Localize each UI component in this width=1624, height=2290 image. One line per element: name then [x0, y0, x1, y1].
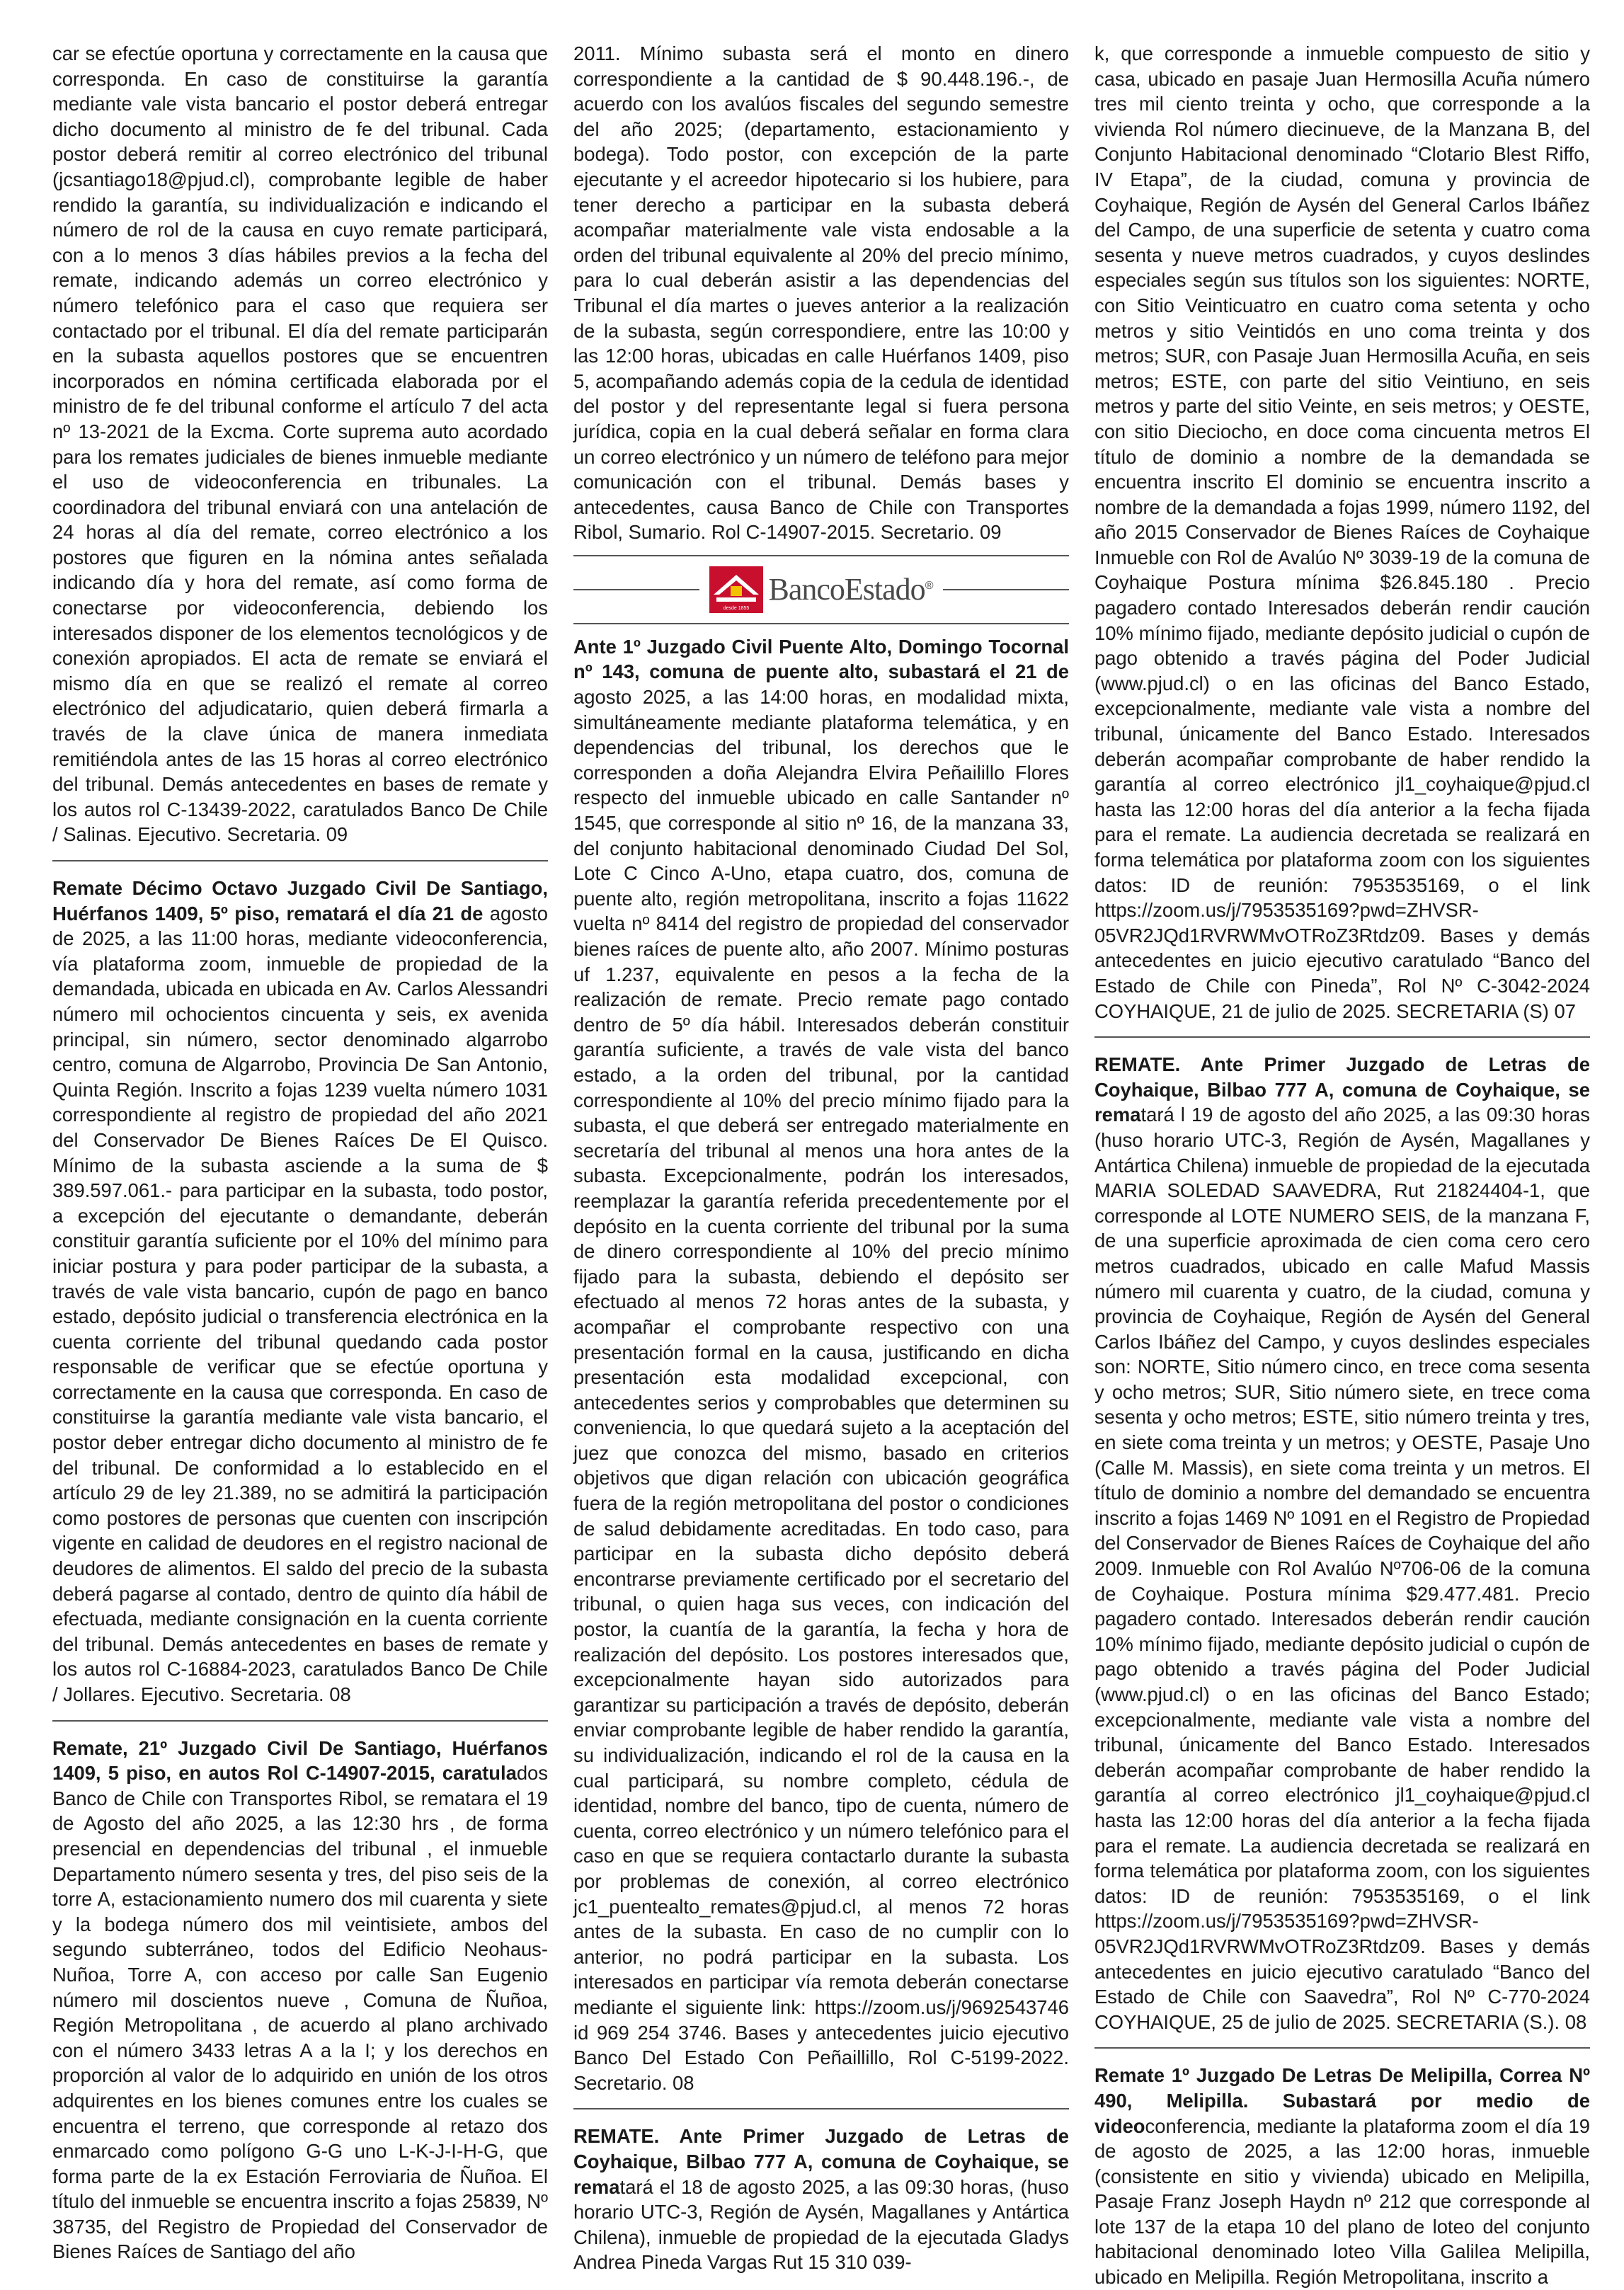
- divider: [573, 2108, 1069, 2109]
- notice-body: agosto de 2025, a las 11:00 horas, mediante videoconferencia, vía plataforma zoom, inmueble de propiedad de la demandada, ubicada en ubicada en Av. Carlos Alessandri número mil ochocientos cincuenta y seis, ex avenida principal, sin número, sector denominado algarrobo centro, comuna de Algarrobo, Provincia De San Antonio, Quinta Región. Inscrito a fojas 1239 vuelta número 1031 correspondiente al registro de propiedad del año 2021 del Conservador De Bienes Raíces De El Quisco. Mínimo de la subasta asciende a la suma de $ 389.597.061.- para participar en la subasta, todo postor, a excepción del ejecutante o demandante, deberán constituir garantía suficiente por el 10% del mínimo para iniciar postura y para poder participar de la subasta, a través de vale vista bancario, cupón de pago en banco estado, depósito judicial o transferencia electrónica en la cuenta corriente del tribunal quedando cada postor responsable de verificar que se efectúe oportuna y correctamente en la causa que corresponda. En caso de constituirse la garantía mediante vale vista bancario, el postor deber entregar dicho documento al ministro de fe del tribunal. De conformidad a lo establecido en el artículo 29 de ley 21.389, no se admitirá la participación como postores de personas que cuenten con inscripción vigente en calidad de deudores en el registro nacional de deudores de alimentos. El saldo del precio de la subasta deberá pagarse al contado, dentro de quinto día hábil de efectuada, mediante consignación en la cuenta corriente del tribunal. Demás antecedentes en bases de remate y los autos rol C-16884-2023, caratulados Banco De Chile / Jollares. Ejecutivo. Secretaria. 08: [52, 902, 548, 1705]
- notice-coyhaique-saavedra: [1094, 1052, 1590, 2034]
- column-2: [573, 41, 1069, 2275]
- column-3: [1094, 41, 1590, 2290]
- notice-continuation-c13439: car se efectúe oportuna y correctamente en la causa que corresponda. En caso de constituirse la garantía mediante vale vista bancario el postor deberá entregar dicho documento al ministro de fe del tribunal. Cada postor deberá remitir al correo electrónico del tribunal (jcsantiago18@pjud.cl), comprobante legible de haber rendido la garantía, su individualización e indicando el número de rol de la causa en cuyo remate participará, con a lo menos 3 días hábiles previos a la fecha del remate, indicando además un correo electrónico y número telefónico para el caso que requiera ser contactado por el tribunal. El día del remate participarán en la subasta aquellos postores que se encuentren incorporados en nómina certificada elaborada por el ministro de fe del tribunal conforme el artículo 7 del acta nº 13-2021 de la Excma. Corte suprema auto acordado para los remates judiciales de bienes inmueble mediante el uso de videoconferencia en tribunales. La coordinadora del tribunal enviará con una antelación de 24 horas al día del remate, correo electrónico a los postores que figuren en la nómina antes señalada indicando día y hora del remate, así como forma de conectarse por videoconferencia, debiendo los interesados disponer de los elementos tecnológicos y de conexión apropiados. El acta de remate se enviará el mismo día en que se realizó el remate al correo electrónico del adjudicatario, quien deberá firmarla a través de la clave única de manera inmediata remitiéndola antes de las 15 horas al correo electrónico del tribunal. Demás antecedentes en bases de remate y los autos rol C-13439-2022, caratulados Banco De Chile / Salinas. Ejecutivo. Secretaria. 09: [52, 42, 548, 846]
- notice-coyhaique-pineda: [573, 2124, 1069, 2275]
- bancoestado-wordmark: BancoEstado: [768, 572, 925, 607]
- notice-heading: Ante 1º Juzgado Civil Puente Alto, Domingo Tocornal nº 143, comuna de puente alto, subastará el 21 de: [573, 635, 1069, 683]
- divider: [52, 1720, 548, 1722]
- divider: [573, 555, 1069, 556]
- notice-body: dos Banco de Chile con Transportes Ribol, se rematara el 19 de Agosto del año 2025, a las 12:30 hrs , de forma presencial en dependencias del tribunal , el inmueble Departamento número sesenta y tres, del piso seis de la torre A, estacionamiento numero dos mil cuarenta y siete y la bodega número dos mil veintisiete, ambos del segundo subterráneo, todos del Edificio Neohaus- Nuñoa, Torre A, con acceso por calle San Eugenio número mil doscientos nueve , Comuna de Ñuñoa, Región Metropolitana , de acuerdo al plano archivado con el número 3433 letras A a la I; y los derechos en proporción al valor de lo adquirido en unión de los otros adquirentes en los bienes comunes entre los cuales se encuentra el terreno, que corresponde al retazo dos enmarcado como polígono G-G uno L-K-J-I-H-G, que forma parte de la ex Estación Ferroviaria de Ñuñoa. El título del inmueble se encuentra inscrito a fojas 25839, Nº 38735, del Registro de Propiedad del Conservador de Bienes Raíces de Santiago del año: [52, 1762, 548, 2263]
- notice-heading: Remate 1º Juzgado De Letras De Melipilla, Correa Nº 490, Melipilla. Subastará por medio de video: [1094, 2064, 1590, 2137]
- divider-left: [573, 589, 699, 590]
- divider: [52, 860, 548, 861]
- notice-body: tará el 18 de agosto 2025, a las 09:30 horas, (huso horario UTC-3, Región de Aysén, Magallanes y Antártica Chilena), inmueble de propiedad de la ejecutada Gladys Andrea Pineda Vargas Rut 15 310 039-: [573, 2175, 1069, 2274]
- divider: [573, 623, 1069, 624]
- divider: [1094, 2047, 1590, 2049]
- bancoestado-logo-row: [573, 566, 1069, 613]
- notice-body: tará l 19 de agosto del año 2025, a las 09:30 horas (huso horario UTC-3, Región de Aysén, Magallanes y Antártica Chilena) inmueble de propiedad de la ejecutada MARIA SOLEDAD SAAVEDRA, Rut 21824404-1, que corresponde al LOTE NUMERO SEIS, de la manzana F, de una superficie aproximada de cien coma cero cero metros cuadrados, ubicado en calle Mafud Massis número mil cuarenta y cuatro, de la ciudad, comuna y provincia de Coyhaique, Región de Aysén del General Carlos Ibáñez del Campo, y cuyos deslindes especiales son: NORTE, Sitio número cinco, en trece coma sesenta y ocho metros; SUR, Sitio número siete, en trece coma sesenta y ocho metros; ESTE, sitio número treinta y tres, en siete coma treinta y un metros; y OESTE, Pasaje Uno (Calle M. Massis), en siete coma treinta y un metros. El título de dominio a nombre del demandado se encuentra inscrito a fojas 1469 Nº 1091 en el Registro de Propiedad del Conservador de Bienes Raíces de Coyhaique del año 2009. Inmueble con Rol Avalúo Nº706-06 de la comuna de Coyhaique. Postura mínima $29.477.481. Precio pagadero contado. Interesados deberán rendir caución 10% mínimo fijado, mediante depósito judicial o cupón de pago obtenido a través página del Poder Judicial (www.pjud.cl) o en las oficinas del Banco Estado; excepcionalmente, mediante vale vista a nombre del tribunal, únicamente del Banco Estado. Interesados deberán acompañar comprobante de haber rendido la garantía al correo electrónico jl1_coyhaique@pjud.cl hasta las 12:00 horas del día anterior a la fecha fijada para el remate. La audiencia decretada se realizará en forma telemática por plataforma zoom, con los siguientes datos: ID de reunión: 7953535169, o el link https://zoom.us/j/7953535169?pwd=ZHVSR-05VR2JQd1RVRWMvOTRoZ3Rtdz09. Bases y demás antecedentes en juicio ejecutivo caratulado “Banco del Estado de Chile con Saavedra”, Rol Nº C-770-2024 COYHAIQUE, 25 de julio de 2025. SECRETARIA (S.). 08: [1094, 1104, 1590, 2033]
- divider-right: [943, 589, 1069, 590]
- notice-continuation-c14907: 2011. Mínimo subasta será el monto en dinero correspondiente a la cantidad de $ 90.448.196.-, de acuerdo con los avalúos fiscales del segundo semestre del año 2025; (departamento, estacionamiento y bodega). Todo postor, con excepción de la parte ejecutante y el acreedor hipotecario si los hubiere, para tener derecho a participar en la subasta deberá acompañar materialmente vale vista endosable a la orden del tribunal equivalente al 20% del precio mínimo, para lo cual deberán asistir a las dependencias del Tribunal el día martes o jueves anterior a la realización de la subasta, según correspondiere, entre las 10:00 y las 12:00 horas, ubicadas en calle Huérfanos 1409, piso 5, acompañando además copia de la cedula de identidad del postor y del representante legal si fuera persona jurídica, copia en la cual deberá señalar en forma clara un correo electrónico y un número de teléfono para mejor comunicación con el tribunal. Demás bases y antecedentes, causa Banco de Chile con Transportes Ribol, Sumario. Rol C-14907-2015. Secretario. 09: [573, 42, 1069, 544]
- notice-heading: REMATE. Ante Primer Juzgado de Letras de Coyhaique, Bilbao 777 A, comuna de Coyhaique, se rema: [573, 2125, 1069, 2198]
- logo-tagline: desde 1855: [723, 605, 749, 611]
- notice-body: conferencia, mediante la plataforma zoom el día 19 de agosto de 2025, a las 12:00 horas, inmueble (consistente en sitio y vivienda) ubicado en Melipilla, Pasaje Franz Joseph Haydn nº 212 que corresponde al lote 137 de la etapa 10 del plano de loteo del conjunto habitacional denominado loteo Villa Galilea Melipilla, ubicado en Melipilla. Región Metropolitana, inscrito a: [1094, 2114, 1590, 2289]
- notice-21-juzgado-civil: [52, 1736, 548, 2265]
- column-1: [52, 41, 548, 2265]
- notice-heading: Remate, 21º Juzgado Civil De Santiago, Huérfanos 1409, 5 piso, en autos Rol C-14907-2015, caratula: [52, 1736, 548, 1785]
- bancoestado-logo: [709, 566, 934, 613]
- notice-puente-alto: [573, 634, 1069, 2095]
- notice-body: agosto 2025, a las 14:00 horas, en modalidad mixta, simultáneamente mediante plataforma telemática, y en dependencias del tribunal, los derechos que le corresponden a doña Alejandra Elvira Peñailillo Flores respecto del inmueble ubicado en calle Santander nº 1545, que corresponde al sitio nº 16, de la manzana 33, del conjunto habitacional denominado Ciudad Del Sol, Lote C Cinco A-Uno, etapa cuatro, dos, comuna de puente alto, región metropolitana, inscrito a fojas 11622 vuelta nº 8414 del registro de propiedad del conservador bienes raíces de puente alto, año 2007. Mínimo posturas uf 1.237, equivalente en pesos a la fecha de la realización de remate. Precio remate pago contado dentro de 5º día hábil. Interesados deberán constituir garantía suficiente, a través de vale vista del banco estado, a la orden del tribunal, por la cantidad correspondiente al 10% del precio mínimo fijado para la subasta, el que deberá ser entregado materialmente en secretaría del tribunal al menos una hora antes de la subasta. Excepcionalmente, podrán los interesados, reemplazar la garantía referida precedentemente por el depósito en la cuenta corriente del tribunal por la suma de dinero correspondiente al 10% del precio mínimo fijado para la subasta, debiendo el depósito ser efectuado al menos 72 horas antes de la subasta, y acompañar el comprobante respectivo con una presentación formal en la causa, justificando en dicha presentación esta modalidad excepcional, con antecedentes serios y comprobables que determinen su conveniencia, lo que quedará sujeto a la aceptación del juez que conozca del mismo, basado en criterios objetivos que digan relación con ubicación geográfica fuera de la región metropolitana del postor o condiciones de salud debidamente acreditadas. En todo caso, para participar en la subasta dicho depósito deberá encontrarse previamente certificado por el secretario del tribunal, o quien haga sus veces, con indicación del postor, la cuantía de la garantía, la fecha y hora de realización del depósito. Los postores interesados que, excepcionalmente hayan sido autorizados para garantizar su participación a través de depósito, deberán enviar comprobante legible de haber rendido la garantía, su individualización, indicando el rol de la causa en la cual participará, su nombre completo, cédula de identidad, nombre del banco, tipo de cuenta, número de cuenta, correo electrónico y un número telefónico para el caso en que se requiera contactarlo durante la subasta por problemas de conexión, al correo electrónico jc1_puentealto_remates@pjud.cl, al menos 72 horas antes de la subasta. En caso de no cumplir con lo anterior, no podrá participar en la subasta. Los interesados en participar vía remota deberán conectarse mediante el siguiente link: https://zoom.us/j/9692543746 id 969 254 3746. Bases y antecedentes juicio ejecutivo Banco Del Estado Con Peñaillillo, Rol C-5199-2022. Secretario. 08: [573, 686, 1069, 2094]
- notice-heading: Remate Décimo Octavo Juzgado Civil De Santiago, Huérfanos 1409, 5º piso, rematará el día 21 de: [52, 877, 548, 924]
- notice-heading: REMATE. Ante Primer Juzgado de Letras de Coyhaique, Bilbao 777 A, comuna de Coyhaique, se rema: [1094, 1053, 1590, 1126]
- notice-melipilla: [1094, 2063, 1590, 2289]
- notice-continuation-pineda: k, que corresponde a inmueble compuesto de sitio y casa, ubicado en pasaje Juan Hermosilla Acuña número tres mil ciento treinta y ocho, que corresponde a la vivienda Rol número diecinueve, de la Manzana B, del Conjunto Habitacional denominado “Clotario Blest Riffo, IV Etapa”, de la ciudad, comuna y provincia de Coyhaique, Región de Aysén del General Carlos Ibáñez del Campo, de una superficie de setenta y cuatro coma sesenta y nueve metros cuadrados, y cuyos deslindes especiales según sus títulos son los siguientes: NORTE, con Sitio Veinticuatro en cuatro coma setenta y ocho metros y sitio Veintidós en uno coma treinta y dos metros; SUR, con Pasaje Juan Hermosilla Acuña, en seis metros; ESTE, con parte del sitio Veintiuno, en seis metros y parte del sitio Veinte, en seis metros; y OESTE, con sitio Dieciocho, en doce coma cincuenta metros El título de dominio a nombre de la demandada se encuentra inscrito El dominio se encuentra inscrito a nombre de la demandada a fojas 1999, número 1192, del año 2015 Conservador de Bienes Raíces de Coyhaique Inmueble con Rol de Avalúo Nº 3039-19 de la comuna de Coyhaique Postura mínima $26.845.180 . Precio pagadero contado Interesados deberán rendir caución 10% mínimo fijado, mediante depósito judicial o cupón de pago obtenido a través página del Poder Judicial (www.pjud.cl) o en las oficinas del Banco Estado, excepcionalmente, mediante vale vista a nombre del tribunal, únicamente del Banco Estado. Interesados deberán acompañar comprobante de haber rendido la garantía al correo electrónico jl1_coyhaique@pjud.cl hasta las 12:00 horas del día anterior a la fecha fijada para el remate. La audiencia decretada se realizará en forma telemática por plataforma zoom con los siguientes datos: ID de reunión: 7953535169, o el link https://zoom.us/j/7953535169?pwd=ZHVSR-05VR2JQd1RVRWMvOTRoZ3Rtdz09. Bases y demás antecedentes en juicio ejecutivo caratulado “Banco del Estado de Chile con Pineda”, Rol Nº C-3042-2024 COYHAIQUE, 21 de julio de 2025. SECRETARIA (S) 07: [1094, 42, 1590, 1022]
- notice-decimo-octavo-juzgado: [52, 876, 548, 1707]
- registered-mark: ®: [925, 579, 934, 592]
- divider: [1094, 1036, 1590, 1038]
- bancoestado-emblem-icon: [709, 566, 763, 613]
